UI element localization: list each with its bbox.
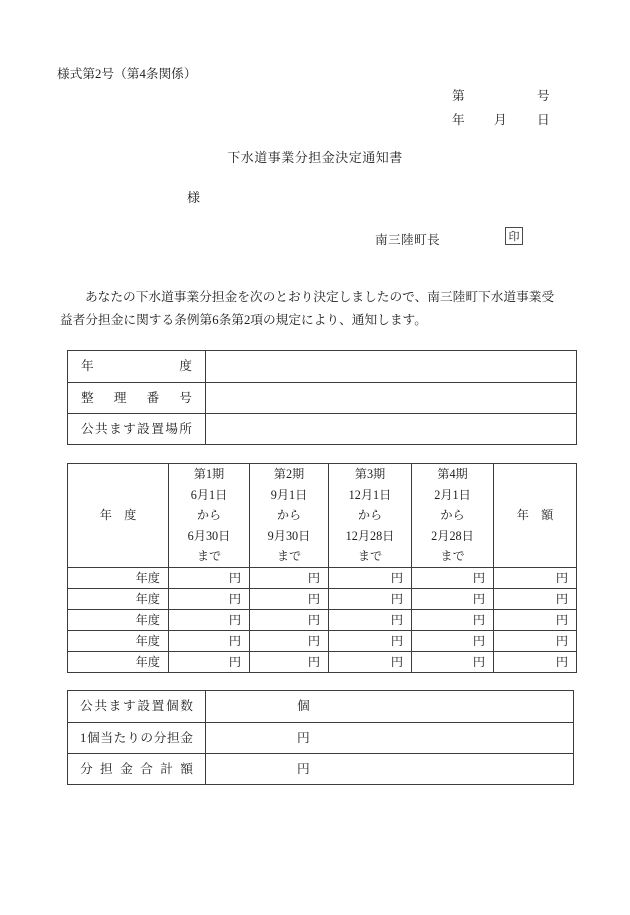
row3-p2: 円 xyxy=(249,609,328,630)
info-value-fiscal-year xyxy=(206,351,576,382)
form-number-label: 様式第2号（第4条関係） xyxy=(57,67,197,81)
col-header-period-2: 第2期 9月1日 から 9月30日 まで xyxy=(249,464,328,567)
row2-p1: 円 xyxy=(168,588,249,609)
info-value-reference-number xyxy=(206,382,576,413)
info-label-fiscal-year: 年度 xyxy=(68,351,206,382)
row4-year: 年度 xyxy=(68,630,168,651)
row2-p4: 円 xyxy=(411,588,493,609)
info-label-reference-number: 整理番号 xyxy=(68,382,206,413)
row5-p1: 円 xyxy=(168,651,249,672)
row1-p1: 円 xyxy=(168,567,249,588)
row1-year: 年度 xyxy=(68,567,168,588)
body-paragraph xyxy=(60,286,576,332)
row1-annual: 円 xyxy=(493,567,576,588)
row5-year: 年度 xyxy=(68,651,168,672)
date-month-label: 月 xyxy=(494,113,507,127)
row2-p2: 円 xyxy=(249,588,328,609)
date-day-label: 日 xyxy=(537,113,550,127)
addressee-suffix: 様 xyxy=(187,190,201,205)
col-header-period-4: 第4期 2月1日 から 2月28日 まで xyxy=(411,464,493,567)
body-line-1: あなたの下水道事業分担金を次のとおり決定しましたので、南三陸町下水道事業受 xyxy=(85,290,555,304)
col-header-period-1: 第1期 6月1日 から 6月30日 まで xyxy=(168,464,249,567)
page-title: 下水道事業分担金決定通知書 xyxy=(227,150,403,165)
doc-number-suffix: 号 xyxy=(537,89,550,103)
info-label-public-inlet-location: 公共ます設置場所 xyxy=(68,413,206,444)
info-table xyxy=(67,350,577,445)
row3-year: 年度 xyxy=(68,609,168,630)
installment-table xyxy=(67,463,577,673)
row4-p4: 円 xyxy=(411,630,493,651)
row1-p3: 円 xyxy=(328,567,411,588)
row4-p3: 円 xyxy=(328,630,411,651)
col-header-annual: 年 額 xyxy=(493,464,576,567)
summary-value-inlet-count: 個 xyxy=(297,699,310,713)
date-year-label: 年 xyxy=(452,113,465,127)
row5-p2: 円 xyxy=(249,651,328,672)
body-line-2: 益者分担金に関する条例第6条第2項の規定により、通知します。 xyxy=(60,313,427,327)
col-header-period-3: 第3期 12月1日 から 12月28日 まで xyxy=(328,464,411,567)
col-header-year: 年 度 xyxy=(99,508,137,523)
summary-value-total-contribution: 円 xyxy=(206,753,573,784)
row4-p1: 円 xyxy=(168,630,249,651)
summary-label-total-contribution: 分担金合計額 xyxy=(68,753,206,784)
row3-annual: 円 xyxy=(493,609,576,630)
row3-p3: 円 xyxy=(328,609,411,630)
summary-label-per-unit-contribution: 1個当たりの分担金 xyxy=(68,722,206,753)
issuer-title: 南三陸町長 xyxy=(375,233,440,247)
row1-p2: 円 xyxy=(249,567,328,588)
row2-annual: 円 xyxy=(493,588,576,609)
summary-label-inlet-count: 公共ます設置個数 xyxy=(68,691,206,722)
row5-p3: 円 xyxy=(328,651,411,672)
row2-p3: 円 xyxy=(328,588,411,609)
row4-p2: 円 xyxy=(249,630,328,651)
row4-annual: 円 xyxy=(493,630,576,651)
doc-number-prefix: 第 xyxy=(452,89,465,103)
row5-annual: 円 xyxy=(493,651,576,672)
seal-label: 印 xyxy=(508,231,520,243)
info-value-public-inlet-location xyxy=(206,413,576,444)
row3-p4: 円 xyxy=(411,609,493,630)
row5-p4: 円 xyxy=(411,651,493,672)
row2-year: 年度 xyxy=(68,588,168,609)
row3-p1: 円 xyxy=(168,609,249,630)
seal-box xyxy=(505,227,523,245)
summary-value-per-unit-contribution: 円 xyxy=(206,722,573,753)
row1-p4: 円 xyxy=(411,567,493,588)
summary-table xyxy=(67,690,574,785)
